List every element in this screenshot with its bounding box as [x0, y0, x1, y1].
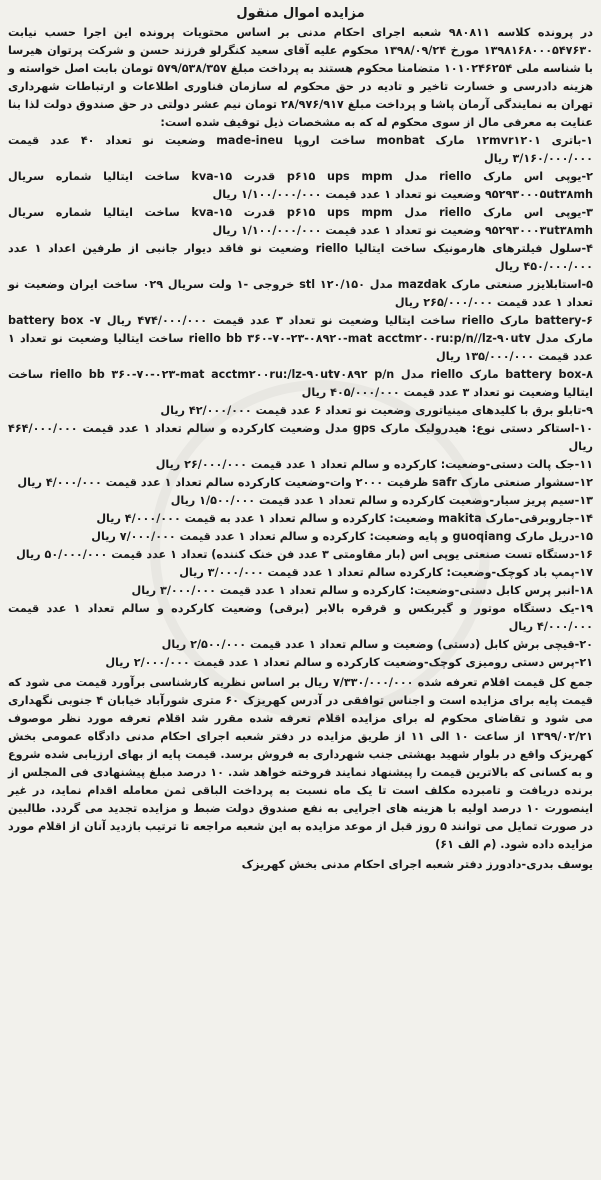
intro-paragraph: در پرونده کلاسه ۹۸۰۸۱۱ شعبه اجرای احکام مدنی بر اساس محتویات پرونده این اجرا حسب نیابت ۱۳۹۸۱۶۸۰۰۰۵۴۷۶۳۰ مورخ ۱۳۹۸/۰۹/۲۴ محکوم علیه آقای سعید کنگرلو فرزند حسن و شرکت پرتوان هیرسا با شناسه ملی ۱۰۱۰۲۴۶۲۵۴ متضامنا محکوم هستند به پرداخت مبلغ ۵۷۹/۵۳۸/۳۵۷ تومان بابت اصل خواسته و هزینه دادرسی و خسارت تاخیر و تادیه در حق محکوم له سازمان فناوری اطلاعات و ارتباطات شهرداری تهران به نمایندگی آرمان پاشا و پرداخت مبلغ ۲۸/۹۷۶/۹۱۷ تومان نیم عشر دولتی در حق صندوق دولت لذا بنا عنایت به معرفی مال از سوی محکوم له که به مشخصات ذیل توقیف شده است:	[8, 26, 593, 129]
list-item: ۶-battery مارک riello ساخت ایتالیا وضعیت نو تعداد ۳ عدد قیمت ۴۷۴/۰۰۰/۰۰۰ ریال ۷- battery box مارک مدل riello bb ۳۶۰-۷۰-۲۳-۰۸۹۲۰-mat acctm۲۰۰ru:p/n//lz-۹۰ut۷ ساخت ایتالیا وضعیت نو تعداد ۱ عدد قیمت ۱۳۵/۰۰۰/۰۰۰ ریال	[8, 314, 593, 363]
list-item: ۱۳-سیم پریز سیار-وضعیت کارکرده و سالم تعداد ۱ عدد قیمت ۱/۵۰۰/۰۰۰ ریال	[170, 494, 593, 507]
notice-title: مزایده اموال منقول	[236, 6, 365, 21]
list-item: ۱۰-استاکر دستی نوع: هیدرولیک مارک gps مدل وضعیت کارکرده و سالم تعداد ۱ عدد قیمت ۴۶۴/۰۰۰/۰۰۰ ریال	[8, 422, 593, 453]
list-item: ۲۱-پرس دستی رومیزی کوچک-وضعیت کارکرده و سالم تعداد ۱ عدد قیمت ۲/۰۰۰/۰۰۰ ریال	[105, 656, 593, 669]
list-item: ۱۱-جک پالت دستی-وضعیت: کارکرده و سالم تعداد ۱ عدد قیمت ۲۶/۰۰۰/۰۰۰ ریال	[155, 458, 593, 471]
list-item: ۸-battery box مارک riello مدل riello bb ۳۶۰-۷۰-۰۲۳-mat acctm۲۰۰ru:/lz-۹۰ut۷۰۸۹۲ p/n ساخت ایتالیا وضعیت نو تعداد ۳ عدد قیمت ۴۰۵/۰۰۰/۰۰۰ ریال	[8, 368, 593, 399]
list-item: ۱-باتری ۱۲mvr۱۲۰۱ مارک monbat ساخت اروپا made-ineu وضعیت نو تعداد ۴۰ عدد قیمت ۳/۱۶۰/۰۰۰/۰۰۰ ریال	[8, 134, 593, 165]
list-item: ۵-استابلایزر صنعتی مارک mazdak مدل stl ۱۲۰/۱۵۰ خروجی -۱ ولت سریال ۰۲۹ ساخت ایران وضعیت نو تعداد ۱ عدد قیمت ۲۶۵/۰۰۰/۰۰۰ ریال	[8, 278, 593, 309]
list-item: ۴-سلول فیلترهای هارمونیک ساخت ایتالیا riello وضعیت نو فاقد دیوار جانبی از طرفین اعداد ۱ عدد ۴۵۰/۰۰۰/۰۰۰ ریال	[8, 242, 593, 273]
list-item: ۱۷-پمپ باد کوچک-وضعیت: کارکرده سالم تعداد ۱ عدد قیمت ۳/۰۰۰/۰۰۰ ریال	[179, 566, 593, 579]
list-item: ۱۲-سشوار صنعتی مارک safr ظرفیت ۲۰۰۰ وات-وضعیت کارکرده سالم تعداد ۱ عدد قیمت ۴/۰۰۰/۰۰۰ ریال	[17, 476, 593, 489]
list-item: ۳-یوپی اس مارک riello مدل p۶۱۵ ups mpm قدرت ۱۵-kva ساخت ایتالیا شماره سریال ۹۵۲۹۳۰۰۰۳ut۳۸mh وضعیت نو تعداد ۱ عدد قیمت ۱/۱۰۰/۰۰۰/۰۰۰ ریال	[8, 206, 593, 237]
list-item: ۱۶-دستگاه تست صنعتی یوپی اس (بار مقاومتی ۳ عدد فن خنک کننده) تعداد ۱ عدد قیمت ۵۰/۰۰۰/۰۰۰ ریال	[16, 548, 593, 561]
item-list	[8, 132, 593, 672]
closing-paragraph: جمع کل قیمت اقلام تعرفه شده ۷/۳۳۰/۰۰۰/۰۰۰ ریال بر اساس نظریه کارشناسی برآورد قیمت می شود که قیمت پایه برای مزایده است و اجناس توافقی در آدرس کهریزک ۶۰ متری شورآباد خیابان ۴ جنوبی نگهداری می شود و تقاضای محکوم له برای مزایده اقلام تعرفه شده مقرر شد اقلام تعرفه مورد نظر موصوف ۱۳۹۹/۰۲/۲۱ از ساعت ۱۰ الی ۱۱ از طریق مزایده در دفتر شعبه اجرای احکام مدنی دادگاه عمومی بخش کهریزک واقع در بلوار شهید بهشتی جنب شهرداری به فروش برسد. قیمت پایه از بهای ارزیابی شده شروع و به کسانی که بالاترین قیمت را پیشنهاد نمایند فروخته خواهد شد. ۱۰ درصد مبلغ پیشنهادی فی المجلس از برنده دریافت و تامبرده مکلف است تا یک ماه نسبت به پرداخت الباقی ثمن معامله اقدام نماید، در غیر اینصورت ۱۰ درصد اولیه با هزینه های اجرایی به نفع صندوق دولت ضبط و مزایده تجدید می گردد. طالبین در صورت تمایل می توانند ۵ روز قبل از موعد مزایده به این شعبه مراجعه تا ترتیب بازدید آنان از اقلام مورد مزایده داده شود. (م الف ۶۱)	[8, 676, 594, 851]
list-item: ۱۸-انبر پرس کابل دستی-وضعیت: کارکرده و سالم تعداد ۱ عدد قیمت ۳/۰۰۰/۰۰۰ ریال	[131, 584, 593, 597]
list-item: ۲۰-قیچی برش کابل (دستی) وضعیت و سالم تعداد ۱ عدد قیمت ۲/۵۰۰/۰۰۰ ریال	[161, 638, 593, 651]
list-item: ۲-یوپی اس مارک riello مدل p۶۱۵ ups mpm قدرت ۱۵-kva ساخت ایتالیا شماره سریال ۹۵۲۹۳۰۰۰۵ut۳۸mh وضعیت نو تعداد ۱ عدد قیمت ۱/۱۰۰/۰۰۰/۰۰۰ ریال	[8, 170, 593, 201]
signature-line: یوسف بدری-دادورز دفتر شعبه اجرای احکام مدنی بخش کهریزک	[241, 858, 593, 871]
list-item: ۱۴-جاروبرقی-مارک makita وضعیت: کارکرده و سالم تعداد ۱ عدد به قیمت ۴/۰۰۰/۰۰۰ ریال	[96, 512, 593, 525]
list-item: ۱۵-دریل مارک guoqiang و پایه وضعیت: کارکرده و سالم تعداد ۱ عدد قیمت ۷/۰۰۰/۰۰۰ ریال	[91, 530, 593, 543]
list-item: ۹-تابلو برق با کلیدهای مینیاتوری وضعیت نو تعداد ۶ عدد قیمت ۴۲/۰۰۰/۰۰۰ ریال	[160, 404, 593, 417]
list-item: ۱۹-یک دستگاه موتور و گیربکس و قرقره بالابر (برقی) وضعیت کارکرده و سالم تعداد ۱ عدد قیمت ۴/۰۰۰/۰۰۰ ریال	[8, 602, 593, 633]
